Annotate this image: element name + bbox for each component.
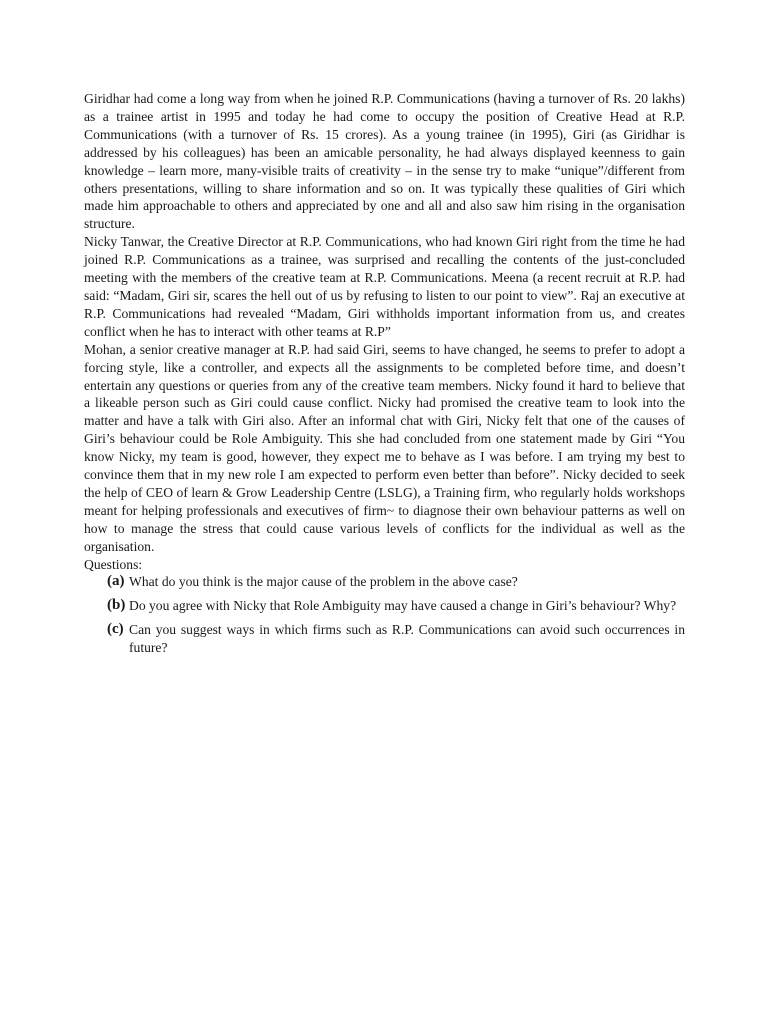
paragraph-mohan: Mohan, a senior creative manager at R.P. had said Giri, seems to have changed, he seems to prefer to adopt a forcing style, like a controller, and expects all the assignments to be completed before time, and doesn’t entertain any questions or queries from any of the creative team members. Nicky found it hard to believe that a likeable person such as Giri could cause conflict. Nicky had promised the creative team to look into the matter and have a talk with Giri also. After an informal chat with Giri, Nicky felt that one of the causes of Giri’s behaviour could be Role Ambiguity. This she had concluded from one statement made by Giri “You know Nicky, my team is good, however, they expect me to behave as I was before. I am trying my best to convince them that in my new role I am expected to perform even better than before”. Nicky decided to seek the help of CEO of learn & Grow Leadership Centre (LSLG), a Training firm, who regularly holds workshops meant for helping professionals and executives of firm~ to diagnose their own behaviour patterns as well on how to manage the stress that could cause various levels of conflicts for the individual as well as the organisation. (84, 341, 685, 554)
question-text: Can you suggest ways in which firms such as R.P. Communications can avoid such occurrences in future? (129, 622, 685, 656)
question-c (84, 621, 685, 657)
question-text: Do you agree with Nicky that Role Ambiguity may have caused a change in Giri’s behaviour? Why? (129, 598, 677, 614)
question-a (84, 573, 685, 591)
question-b (84, 597, 685, 615)
question-label: (b) (107, 597, 126, 614)
document-body (84, 90, 685, 663)
question-label: (a) (107, 573, 125, 590)
question-label: (c) (107, 621, 124, 638)
paragraph-meeting: Nicky Tanwar, the Creative Director at R.P. Communications, who had known Giri right from the time he had joined R.P. Communications as a trainee, was surprised and recalling the contents of the just-concluded meeting with the members of the creative team at R.P. Communications. Meena (a recent recruit at R.P. had said: “Madam, Giri sir, scares the hell out of us by refusing to listen to our point to view”. Raj an executive at R.P. Communications had revealed “Madam, Giri withholds important information from us, and creates conflict when he has to interact with other teams at R.P” (84, 234, 685, 339)
paragraph-intro: Giridhar had come a long way from when he joined R.P. Communications (having a turnover of Rs. 20 lakhs) as a trainee artist in 1995 and today he had come to occupy the position of Creative Head at R.P. Communications (with a turnover of Rs. 15 crores). As a young trainee (in 1995), Giri (as Giridhar is addressed by his colleagues) has been an amicable personality, he had always displayed keenness to gain knowledge – learn more, many-visible traits of creativity – in the sense try to make “unique”/different from others presentations, willing to share information and so on. It was typically these qualities of Giri which made him approachable to others and appreciated by one and all and also saw him rising in the organisation structure. (84, 91, 685, 232)
question-text: What do you think is the major cause of the problem in the above case? (129, 574, 518, 590)
questions-heading: Questions: (84, 556, 143, 572)
